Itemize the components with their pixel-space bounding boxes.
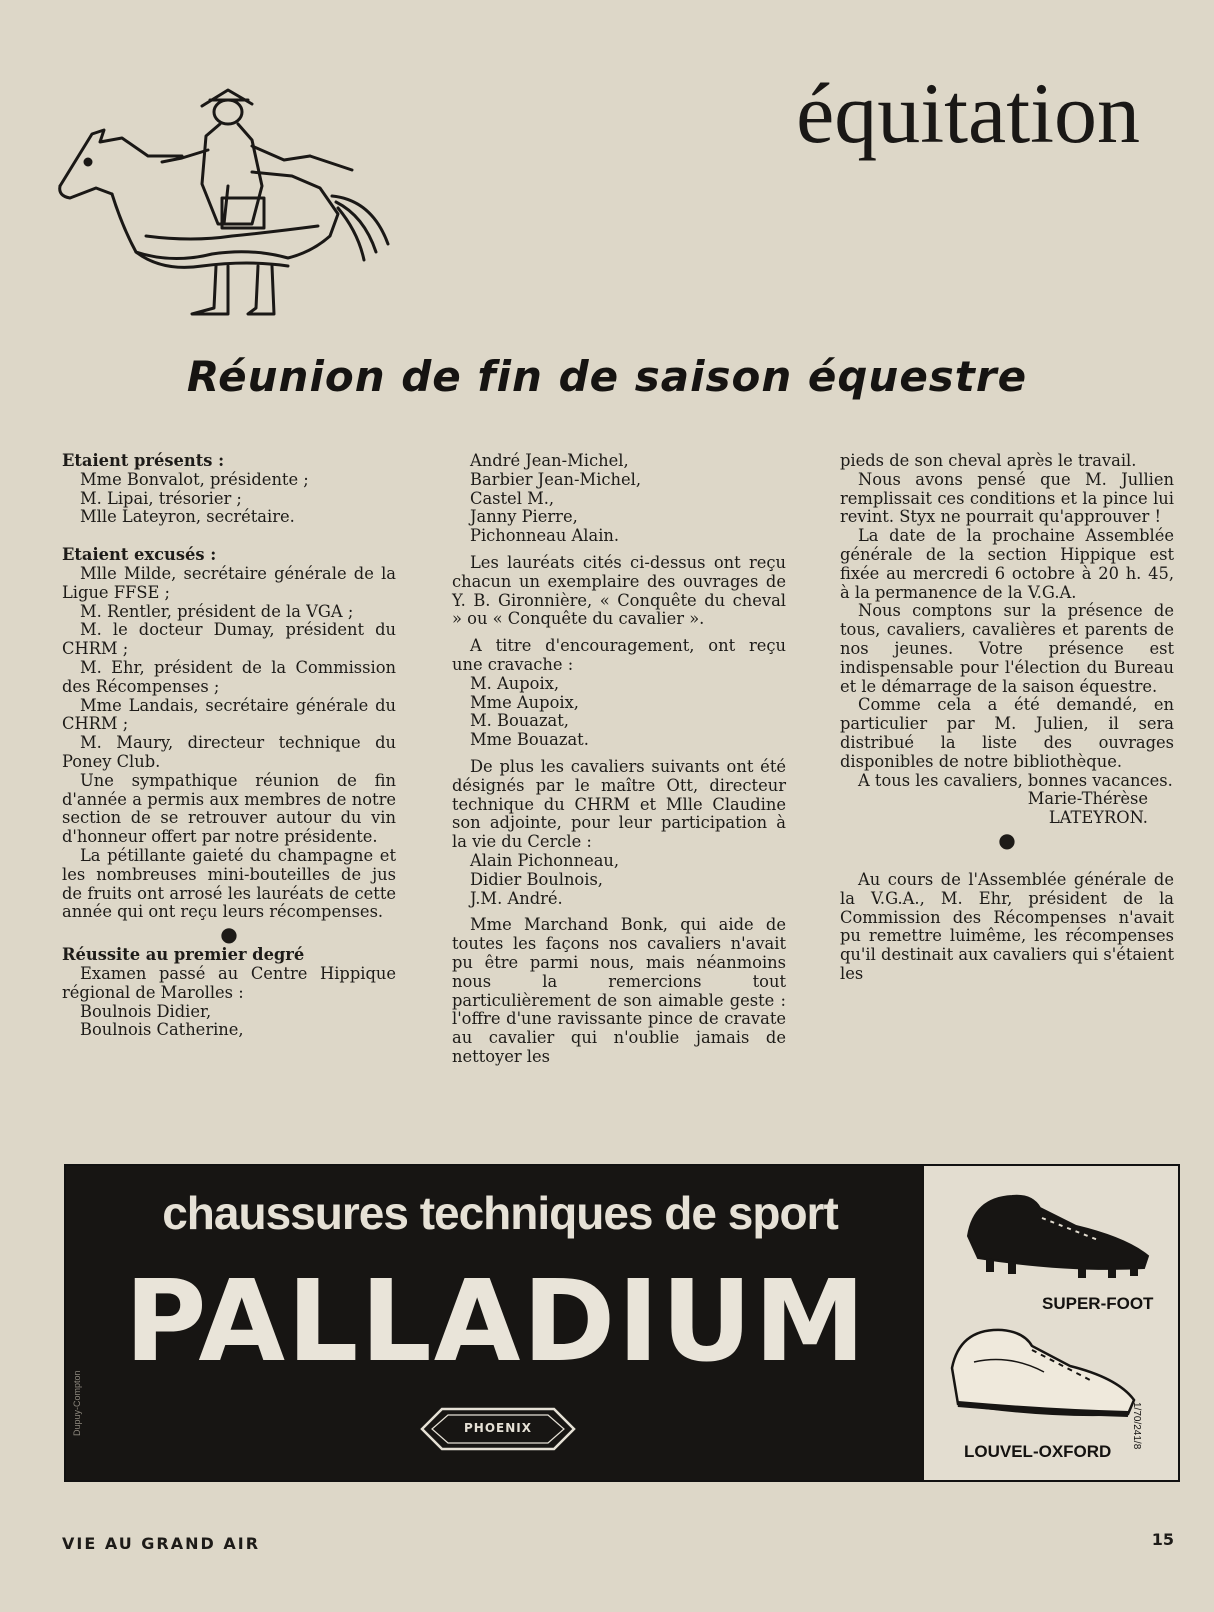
paragraph: De plus les cavaliers suivants ont été désignés par le maître Ott, directeur technique du CHRM et Mlle Claudine son adjointe, pour leur participation à la vie du Cercle : [452,756,786,852]
paragraph: Mme Marchand Bonk, qui aide de toutes les façons nos cavaliers n'avait pu être parmi nous, mais néanmoins nous la remercions tout particulièrement de son aimable geste : l'offre d'une ravissante pince de cravate au cavalier qui n'oublie jamais de nettoyer les [452,915,786,1066]
magazine-name: VIE AU GRAND AIR [62,1534,261,1553]
paragraph: pieds de son cheval après le travail. [840,451,1137,470]
article-headline: Réunion de fin de saison équestre [186,352,1028,401]
list-item: Mme Aupoix, [470,692,579,712]
ad-brand: PALLADIUM [124,1257,868,1387]
paragraph: Examen passé au Centre Hippique régional de Marolles : [62,963,396,1002]
product-label-super-foot: SUPER-FOOT [1042,1294,1154,1313]
list-item: M. Aupoix, [470,673,560,693]
ad-slogan: chaussures techniques de sport [162,1187,838,1239]
list-item: Boulnois Catherine, [80,1020,244,1040]
list-item: M. le docteur Dumay, président du CHRM ; [62,620,396,659]
success-heading: Réussite au premier degré [62,945,305,965]
product-label-louvel-oxford: LOUVEL-OXFORD [964,1442,1112,1461]
present-heading: Etaient présents : [62,451,225,470]
paragraph: La pétillante gaieté du champagne et les nombreuses mini-bouteilles de jus de fruits ont arrosé les lauréats de cette année qui ont reçu leurs récompenses. [62,845,396,922]
paragraph: Au cours de l'Assemblée générale de la V.G.A., M. Ehr, président de la Commission des Récompenses n'avait pu remettre luimême, les récompenses qu'il destinait aux cavaliers qui s'étaient les [840,869,1174,983]
ad-credit: Dupuy-Compton [72,1370,82,1436]
football-boot-icon [958,1178,1158,1284]
list-item: Alain Pichonneau, [470,850,620,870]
article-column-2 [452,452,786,1067]
paragraph: Nous avons pensé que M. Jullien remplissait ces conditions et la pince lui revint. Styx ne pourrait qu'approuver ! [840,469,1174,527]
list-item: Mlle Lateyron, secrétaire. [80,507,295,527]
horse-rider-illustration [52,76,402,326]
paragraph: Nous comptons sur la présence de tous, cavaliers, cavalières et parents de nos jeunes. Votre présence est indispensable pour l'élection du Bureau et le démarrage de la saison équestre. [840,601,1174,696]
palladium-advertisement [64,1164,1180,1482]
signature-surname: LATEYRON. [1048,808,1148,828]
article-column-1 [62,452,396,1040]
paragraph: Les lauréats cités ci-dessus ont reçu chacun un exemplaire des ouvrages de Y. B. Gironnière, « Conquête du cheval » ou « Conquête du cavalier ». [452,552,786,629]
list-item: Mlle Milde, secrétaire générale de la Ligue FFSE ; [62,563,396,602]
excused-heading: Etaient excusés : [62,545,217,565]
list-item: Pichonneau Alain. [470,526,620,546]
paragraph: A tous les cavaliers, bonnes vacances. [858,770,1173,790]
section-title: équitation [796,65,1140,161]
list-item: M. Bouazat, [470,711,569,731]
paragraph: La date de la prochaine Assemblée générale de la section Hippique est fixée au mercredi 6 octobre à 20 h. 45, à la permanence de la V.G.A. [840,526,1174,602]
list-item: Boulnois Didier, [80,1001,212,1021]
list-item: J.M. André. [470,888,563,908]
article-column-3 [840,452,1174,984]
list-item: M. Rentler, président de la VGA ; [80,601,354,621]
list-item: M. Ehr, président de la Commission des Récompenses ; [62,657,396,696]
paragraph: Comme cela a été demandé, en particulier par M. Julien, il sera distribué la liste des ouvrages disponibles de notre bibliothèque. [840,695,1174,771]
list-item: M. Maury, directeur technique du Poney Club. [62,733,396,771]
separator-bullet: ● [220,922,238,947]
list-item: Janny Pierre, [470,507,578,527]
ad-logo-text: PHOENIX [464,1421,532,1435]
paragraph: Une sympathique réunion de fin d'année a permis aux membres de notre section de se retrouver autour du vin d'honneur offert par notre présidente. [62,770,396,847]
separator-bullet: ● [998,827,1016,852]
list-item: Mme Landais, secrétaire générale du CHRM ; [62,695,396,734]
sneaker-icon [940,1314,1140,1426]
list-item: Mme Bonvalot, présidente ; [80,469,309,489]
list-item: André Jean-Michel, [470,451,629,470]
list-item: Didier Boulnois, [470,869,603,889]
list-item: Castel M., [470,488,555,508]
page-number: 15 [1151,1530,1174,1549]
ad-code: 1/70/241/8 [1131,1402,1142,1450]
list-item: Barbier Jean-Michel, [470,469,642,489]
signature-name: Marie-Thérèse [1027,789,1148,809]
paragraph: A titre d'encouragement, ont reçu une cravache : [452,636,786,674]
list-item: Mme Bouazat. [470,730,589,750]
list-item: M. Lipai, trésorier ; [80,488,242,508]
